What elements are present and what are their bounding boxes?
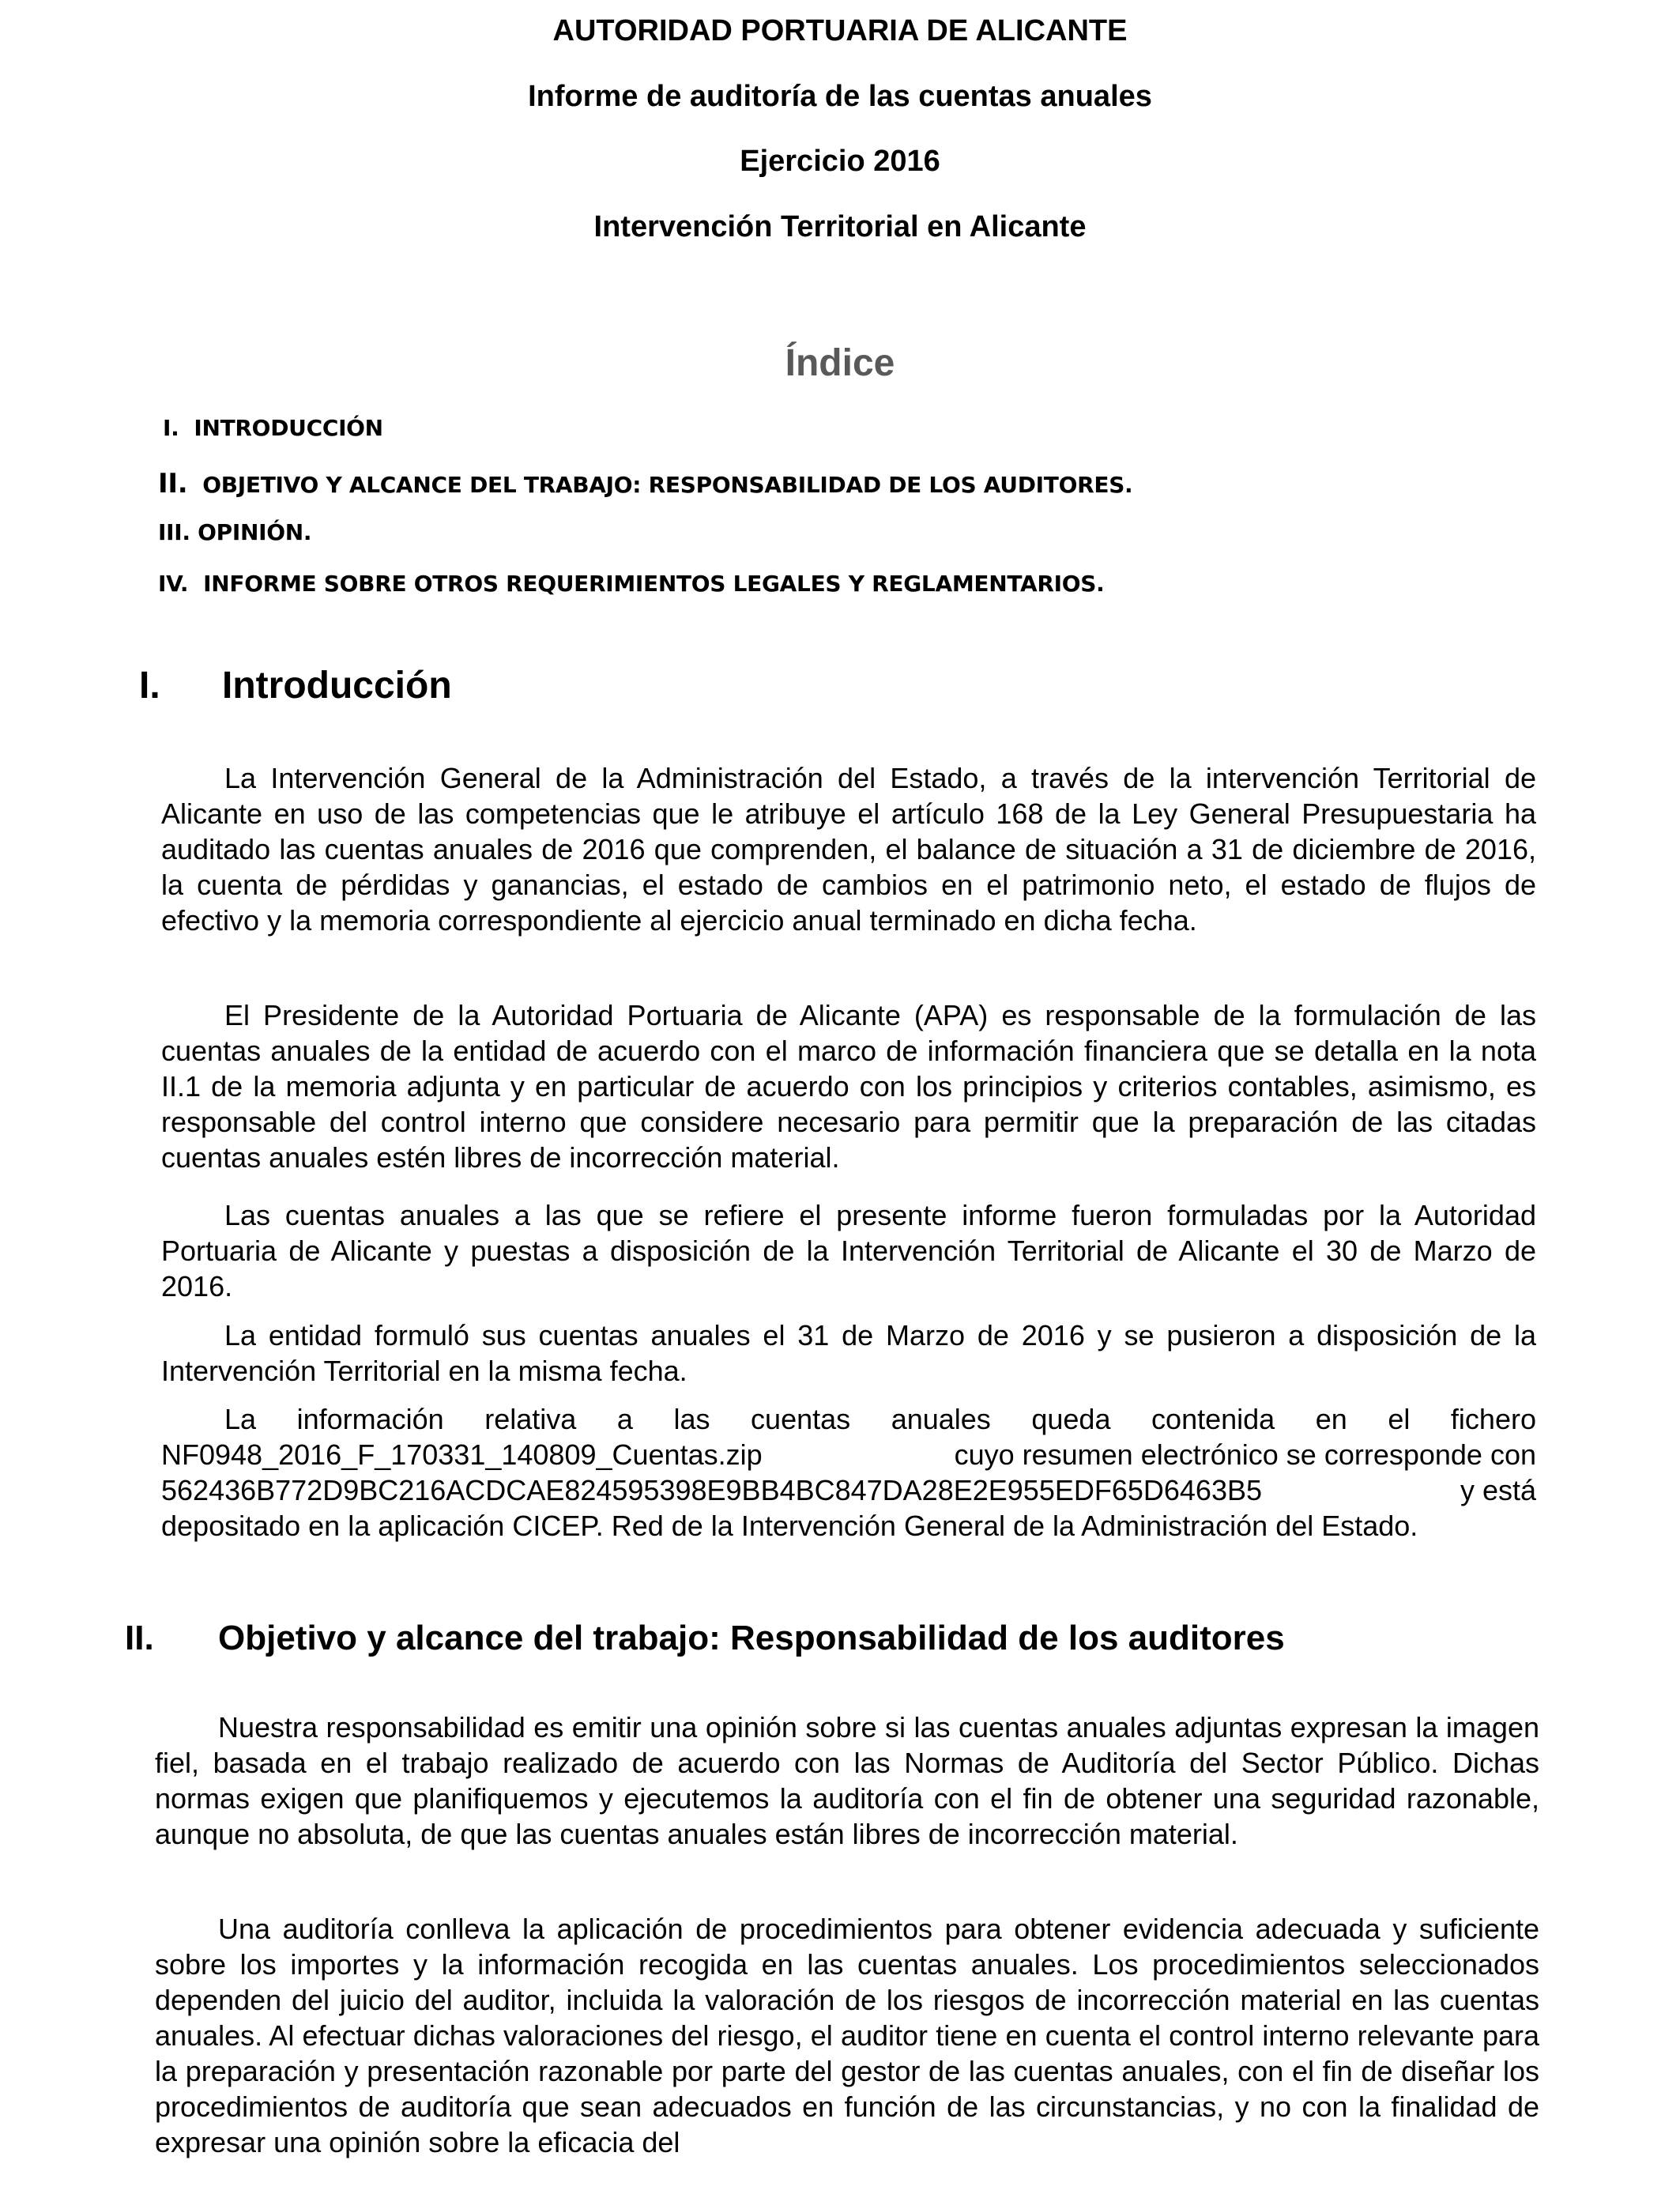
section-title: Objetivo y alcance del trabajo: Responsabilidad de los auditores	[218, 1619, 1285, 1657]
file-tail-line: depositado en la aplicación CICEP. Red de la Intervención General de la Administración del Estado.	[161, 1510, 1418, 1542]
index-item-label: OPINIÓN.	[198, 519, 312, 545]
intro-paragraph-3: Las cuentas anuales a las que se refiere el presente informe fueron formuladas por la Autoridad Portuaria de Alicante y puestas a disposición de la Intervención Territorial de Alicante el 30 de Marzo de 2016.	[161, 1199, 1536, 1302]
file-hash-intro: cuyo resumen electrónico se corresponde con	[954, 1438, 1536, 1471]
index-item-label: INTRODUCCIÓN	[194, 415, 383, 441]
header-fiscal-year: Ejercicio 2016	[740, 145, 940, 178]
index-item-number: III.	[158, 519, 190, 545]
index-item-label: OBJETIVO Y ALCANCE DEL TRABAJO: RESPONSABILIDAD DE LOS AUDITORES.	[202, 472, 1133, 498]
header-entity: AUTORIDAD PORTUARIA DE ALICANTE	[552, 14, 1128, 47]
section-title: Introducción	[222, 665, 452, 707]
header-report-title: Informe de auditoría de las cuentas anuales	[528, 80, 1152, 113]
scope-paragraph-2: Una auditoría conlleva la aplicación de procedimientos para obtener evidencia adecuada y suficiente sobre los importes y la información recogida en las cuentas anuales. Los procedimientos seleccionados dependen del juicio del auditor, incluida la valoración de los riesgos de incorrección material en las cuentas anuales. Al efectuar dichas valoraciones del riesgo, el auditor tiene en cuenta el control interno relevante para la preparación y presentación razonable por parte del gestor de las cuentas anuales, con el fin de diseñar los procedimientos de auditoría que sean adecuados en función de las circunstancias, y no con la finalidad de expresar una opinión sobre la eficacia del	[155, 1913, 1539, 2158]
file-lead-line: La información relativa a las cuentas anuales queda contenida en el fichero	[224, 1403, 1536, 1435]
header-office: Intervención Territorial en Alicante	[593, 210, 1087, 243]
index-item-4[interactable]	[158, 571, 1104, 597]
index-item-1[interactable]	[163, 415, 383, 441]
intro-paragraph-2: El Presidente de la Autoridad Portuaria de Alicante (APA) es responsable de la formulación de las cuentas anuales de la entidad de acuerdo con el marco de información financiera que se detalla en la nota II.1 de la memoria adjunta y en particular de acuerdo con los principios y criterios contables, asimismo, es responsable del control interno que considere necesario para permitir que la preparación de las citadas cuentas anuales estén libres de incorrección material.	[161, 999, 1536, 1174]
index-title: Índice	[785, 342, 895, 384]
index-item-number: II.	[158, 468, 188, 499]
section-number: I.	[139, 665, 160, 707]
intro-paragraph-1: La Intervención General de la Administración del Estado, a través de la intervención Territorial de Alicante en uso de las competencias que le atribuye el artículo 168 de la Ley General Presupuestaria ha auditado las cuentas anuales de 2016 que comprenden, el balance de situación a 31 de diciembre de 2016, la cuenta de pérdidas y ganancias, el estado de cambios en el patrimonio neto, el estado de flujos de efectivo y la memoria correspondiente al ejercicio anual terminado en dicha fecha.	[161, 762, 1536, 937]
file-hash-after: y está	[1460, 1474, 1536, 1506]
index-item-label: INFORME SOBRE OTROS REQUERIMIENTOS LEGALES Y REGLAMENTARIOS.	[203, 571, 1105, 597]
index-item-3[interactable]	[158, 519, 311, 545]
section-number: II.	[125, 1619, 154, 1657]
intro-paragraph-4: La entidad formuló sus cuentas anuales el 31 de Marzo de 2016 y se pusieron a disposición de la Intervención Territorial en la misma fecha.	[161, 1319, 1536, 1387]
file-name-line	[161, 1437, 1536, 1472]
index-item-number: IV.	[158, 571, 189, 597]
file-name: NF0948_2016_F_170331_140809_Cuentas.zip	[161, 1438, 763, 1471]
file-hash: 562436B772D9BC216ACDCAE824595398E9BB4BC847DA28E2E955EDF65D6463B5	[161, 1474, 1262, 1506]
intro-paragraph-file	[161, 1401, 1536, 1544]
scope-paragraph-1: Nuestra responsabilidad es emitir una opinión sobre si las cuentas anuales adjuntas expresan la imagen fiel, basada en el trabajo realizado de acuerdo con las Normas de Auditoría del Sector Público. Dichas normas exigen que planifiquemos y ejecutemos la auditoría con el fin de obtener una seguridad razonable, aunque no absoluta, de que las cuentas anuales están libres de incorrección material.	[155, 1711, 1539, 1850]
file-hash-line	[161, 1472, 1536, 1508]
index-item-2[interactable]	[158, 468, 1132, 499]
index-item-number: I.	[163, 415, 179, 441]
